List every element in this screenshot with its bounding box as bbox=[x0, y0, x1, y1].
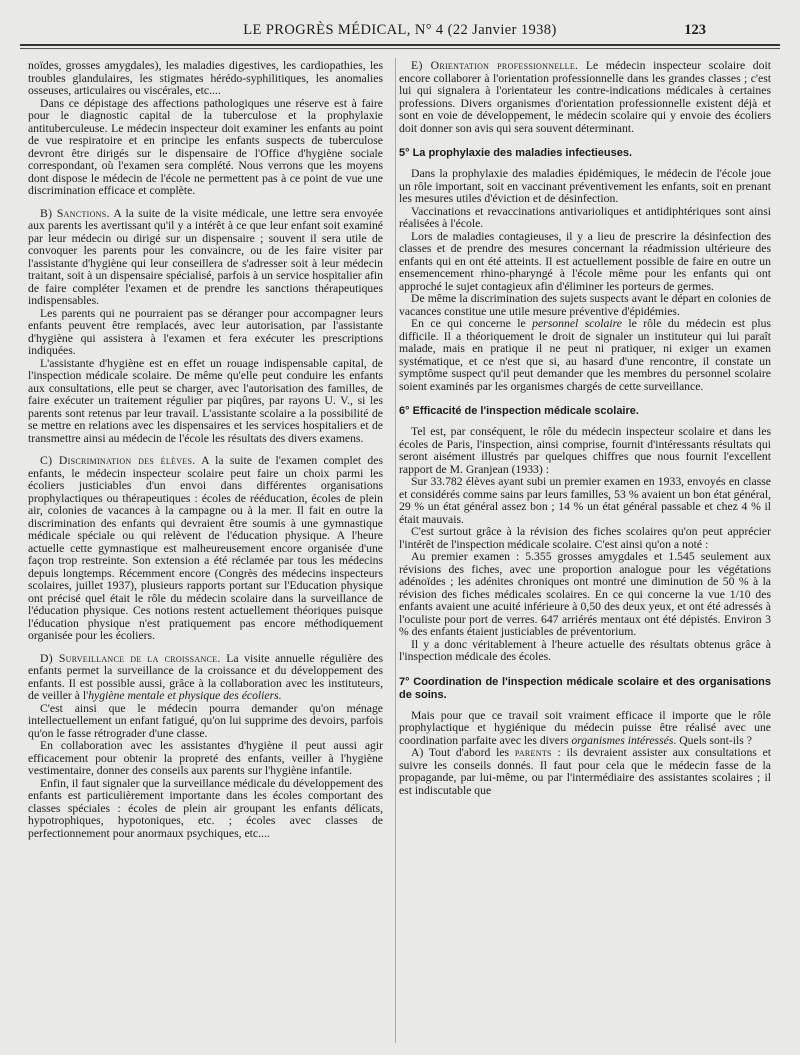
subsection-label: parents bbox=[514, 746, 552, 759]
subsection-label: E) Orientation professionnelle. bbox=[411, 60, 579, 72]
paragraph-text: A) Tout d'abord les bbox=[411, 746, 515, 759]
italic-text: personnel scolaire bbox=[532, 317, 622, 330]
paragraph-text: . Quels sont-ils ? bbox=[673, 733, 752, 747]
paragraph-text: Le médecin inspecteur scolaire doit encore collaborer à l'orientation professionnelle dans les grandes classes ; c'est lui qui signalera à l'orientateur les contre-indications médicales à certaines professions. Divers organismes d'orientation professionnelle existent déjà et sont en voie de développement, le médecin scolaire qui y envoie des écoliers doit donner son avis qui sera souvent déterminant. bbox=[399, 60, 771, 135]
paragraph-text: le rôle du médecin est plus difficile. Il a théoriquement le droit de signaler un instituteur qui lui paraît malade, mais en pratique il ne peut ni pratiquer, ni exiger un examen systématique, et ce n'est que si, au hasard d'une rencontre, il constate un symptôme suspect qu'il peut demander que les membres du personnel scolaire soient examinés par les organismes chargés de cette surveillance. bbox=[399, 317, 771, 393]
left-column bbox=[28, 60, 383, 1045]
paragraph-parents bbox=[399, 747, 771, 797]
paragraph: Vaccinations et revaccinations antivarioliques et antidiphtériques sont ainsi réalisées à l'école. bbox=[399, 204, 771, 230]
paragraph-text: A la suite de la visite médicale, une lettre sera envoyée aux parents les avertissant qu'il y a intérêt à ce que leur enfant soit examiné par leur médecin ou dirigé sur un dispensaire ; souvent il sera utile de convoquer les parents pour les convaincre, ou de les faire visiter par l'assistante d'hygiène qui leur conseillera de s'adresser soit à leur médecin traitant, soit à un dispensaire spécialisé, parfois à un service hospitalier afin de faire compléter l'examen et de prendre les sanctions thérapeutiques indispensables. bbox=[28, 206, 383, 307]
paragraph: Au premier examen : 5.355 grosses amygdales et 1.545 seulement aux révisions des fiches, avec une proportion analogue pour les végétations adénoïdes ; les adénites chroniques ont montré une diminution de 50 % à la révision des fiches médicales scolaires. En ce qui concerne la vue 1/10 des enfants avaient une acuité inférieure à 0,50 des deux yeux, et ont été adressés à l'oculiste pour port de verres. 647 arriérés mentaux ont été dépistés. Environ 3 % des enfants étaient justiciables de préventorium. bbox=[399, 550, 771, 638]
paragraph: Dans ce dépistage des affections pathologiques une réserve est à faire pour le diagnostic capital de la tuberculose et la prophylaxie antituberculeuse. Le médecin inspecteur doit examiner les enfants au point de vue respiratoire et en principe les enfants suspects de tuberculose devront être dirigés sur le dispensaire de l'Office d'hygiène sociale correspondant, où l'examen sera complété. Nous verrons que les moyens dont dispose le médecin de l'école ne permettent pas à ce point de vue une discrimination efficace et complète. bbox=[28, 96, 383, 197]
paragraph: Les parents qui ne pourraient pas se déranger pour accompagner leurs enfants peuvent être remplacés, avec leur autorisation, par l'assistante d'hygiène qui assistera à l'examen et fera exécuter les prescriptions indiquées. bbox=[28, 306, 383, 357]
paragraph: C'est surtout grâce à la révision des fiches scolaires qu'on peut apprécier l'intérêt de l'inspection médicale scolaire. C'est ainsi qu'on a noté : bbox=[399, 525, 771, 551]
italic-text: organismes intéressés bbox=[571, 733, 674, 747]
italic-text: hygiène mentale et physique des écoliers. bbox=[88, 689, 282, 702]
journal-header-title: LE PROGRÈS MÉDICAL, N° 4 (22 Janvier 1938) bbox=[243, 22, 557, 38]
paragraph: De même la discrimination des sujets suspects avant le départ en colonies de vacances constitue une utile mesure préventive d'épidémies. bbox=[399, 292, 771, 318]
subsection-label: B) Sanctions. bbox=[40, 206, 110, 220]
column-divider bbox=[395, 58, 396, 1043]
paragraph-text: La visite annuelle régulière des enfants permet la surveillance de la croissance et du développement des enfants. Il est possible aussi, grâce à la collaboration avec les instituteurs, de veiller à l' bbox=[28, 651, 383, 702]
paragraph: noïdes, grosses amygdales), les maladies digestives, les cardiopathies, les troubles glandulaires, les stigmates hérédo-syphilitiques, les anomalies osseuses, articulaires ou viscérales, etc.... bbox=[28, 60, 383, 97]
header-rule-thick bbox=[20, 44, 780, 46]
paragraph-orientation bbox=[399, 60, 771, 135]
subsection-label: C) Discrimination des élèves. bbox=[40, 454, 196, 467]
paragraph-text: Mais pour que ce travail soit vraiment efficace il importe que le rôle prophylactique et hygiénique du médecin puisse être réalisé avec une coordination parfaite avec les divers bbox=[399, 708, 771, 747]
section-title-6: 6° Efficacité de l'inspection médicale scolaire. bbox=[399, 405, 639, 417]
paragraph-text: En ce qui concerne le bbox=[411, 317, 533, 330]
paragraph-discrimination bbox=[28, 455, 383, 643]
paragraph: En collaboration avec les assistantes d'hygiène il peut aussi agir efficacement pour obtenir la propreté des enfants, veiller à l'hygiène vestimentaire, donner des conseils aux parents sur l'hygiène infantile. bbox=[28, 739, 383, 777]
section-title-5: 5° La prophylaxie des maladies infectieuses. bbox=[399, 147, 633, 159]
subsection-label: D) Surveillance de la croissance. bbox=[40, 651, 221, 665]
paragraph: Tel est, par conséquent, le rôle du médecin inspecteur scolaire et dans les écoles de Paris, l'inspection, ainsi comprise, fournit d'intéressants résultats qui seront aisément illustrés par quelques chiffres que nous fournit l'excellent rapport de M. Granjean (1933) : bbox=[399, 425, 771, 476]
paragraph: Il y a donc véritablement à l'heure actuelle des résultats obtenus grâce à l'inspection médicale des écoles. bbox=[399, 637, 771, 663]
right-column bbox=[399, 60, 771, 1045]
paragraph-sanctions bbox=[28, 208, 383, 308]
paragraph: C'est ainsi que le médecin pourra demander qu'on ménage intellectuellement un enfant fatigué, qu'on lui supprime des devoirs, parfois qu'on le fasse rétrograder d'une classe. bbox=[28, 701, 383, 740]
paragraph: L'assistante d'hygiène est en effet un rouage indispensable capital, de l'inspection médicale scolaire. De même qu'elle peut conduire les enfants aux consultations, elle peut se charger, avec l'autorisation des familles, de faire exécuter un traitement régulier par piqûres, par rayons U. V., si les parents sont retenus par leur travail. L'assistante scolaire a la possibilité de se mettre en relations avec les dispensaires et les services hospitaliers et de transmettre ainsi au médecin de l'école les résultats des divers examens. bbox=[28, 356, 383, 445]
paragraph: Enfin, il faut signaler que la surveillance médicale du développement des enfants est particulièrement importante dans les écoles comportant des classes spéciales : écoles de plein air groupant les enfants délicats, hypotrophiques, hypotoniques, etc. ; écoles avec classes de perfectionnement pour anormaux psychiques, etc.... bbox=[28, 776, 383, 840]
paragraph: Lors de maladies contagieuses, il y a lieu de prescrire la désinfection des classes et de prendre des mesures concernant la réadmission ultérieure des enfants qui en ont été atteints. Il est actuellement possible de faire en outre un ensemencement rhino-pharyngé à l'école même pour les enfants qui ont approché le sujet contagieux afin d'éliminer les porteurs de germes. bbox=[399, 229, 771, 293]
paragraph-croissance bbox=[28, 653, 383, 703]
section-title-7: 7° Coordination de l'inspection médicale scolaire et des organisations de soins. bbox=[399, 675, 771, 701]
paragraph-text: : ils devraient assister aux consultations et suivre les conseils donnés. Il faut pour cela que le médecin fasse de la propagande, par lui-même, ou par l'intermédiaire des assistantes scolaires ; il est indiscutable que bbox=[399, 746, 771, 797]
paragraph-text: A la suite de l'examen complet des enfants, le médecin inspecteur scolaire peut faire un choix parmi les écoliers justiciables d'un envoi dans différentes organisations prophylactiques ou thérapeutiques : écoles de rééducation, écoles de plein air, colonies de vacances à la campagne ou à la mer. Il fait en outre la discrimination des enfants qui devraient être soumis à une gymnastique médicale spéciale ou qui relèvent de l'éducation physique. A l'heure actuelle cette gymnastique est malheureusement encore organisée d'une façon trop restreinte. Son extension a été réclamée par tous les médecins depuis longtemps. Récemment encore (Congrès des médecins inspecteurs scolaires, juillet 1937), plusieurs rapports portant sur l'Education physique ont précisé quel était le rôle du médecin scolaire dans la surveillance de l'éducation physique. Ces notions restent actuellement théoriques puisque l'éducation physique n'est pratiquement pas encore méthodiquement organisée pour les écoliers. bbox=[28, 454, 383, 642]
paragraph-organismes bbox=[399, 710, 771, 748]
paragraph: Dans la prophylaxie des maladies épidémiques, le médecin de l'école joue un rôle important, soit en vaccinant préventivement les enfants, soit en prenant les mesures utiles d'éviction et de désinfection. bbox=[399, 167, 771, 205]
paragraph-personnel bbox=[399, 318, 771, 393]
paragraph: Sur 33.782 élèves ayant subi un premier examen en 1933, envoyés en classe et considérés comme sains par leurs familles, 53 % avaient un bon état général, 29 % un état général assez bon ; 14 % un état général passable et chez 4 % il était mauvais. bbox=[399, 475, 771, 526]
header-rule-thin bbox=[20, 48, 780, 49]
running-head bbox=[20, 22, 780, 42]
page-number: 123 bbox=[684, 22, 706, 38]
